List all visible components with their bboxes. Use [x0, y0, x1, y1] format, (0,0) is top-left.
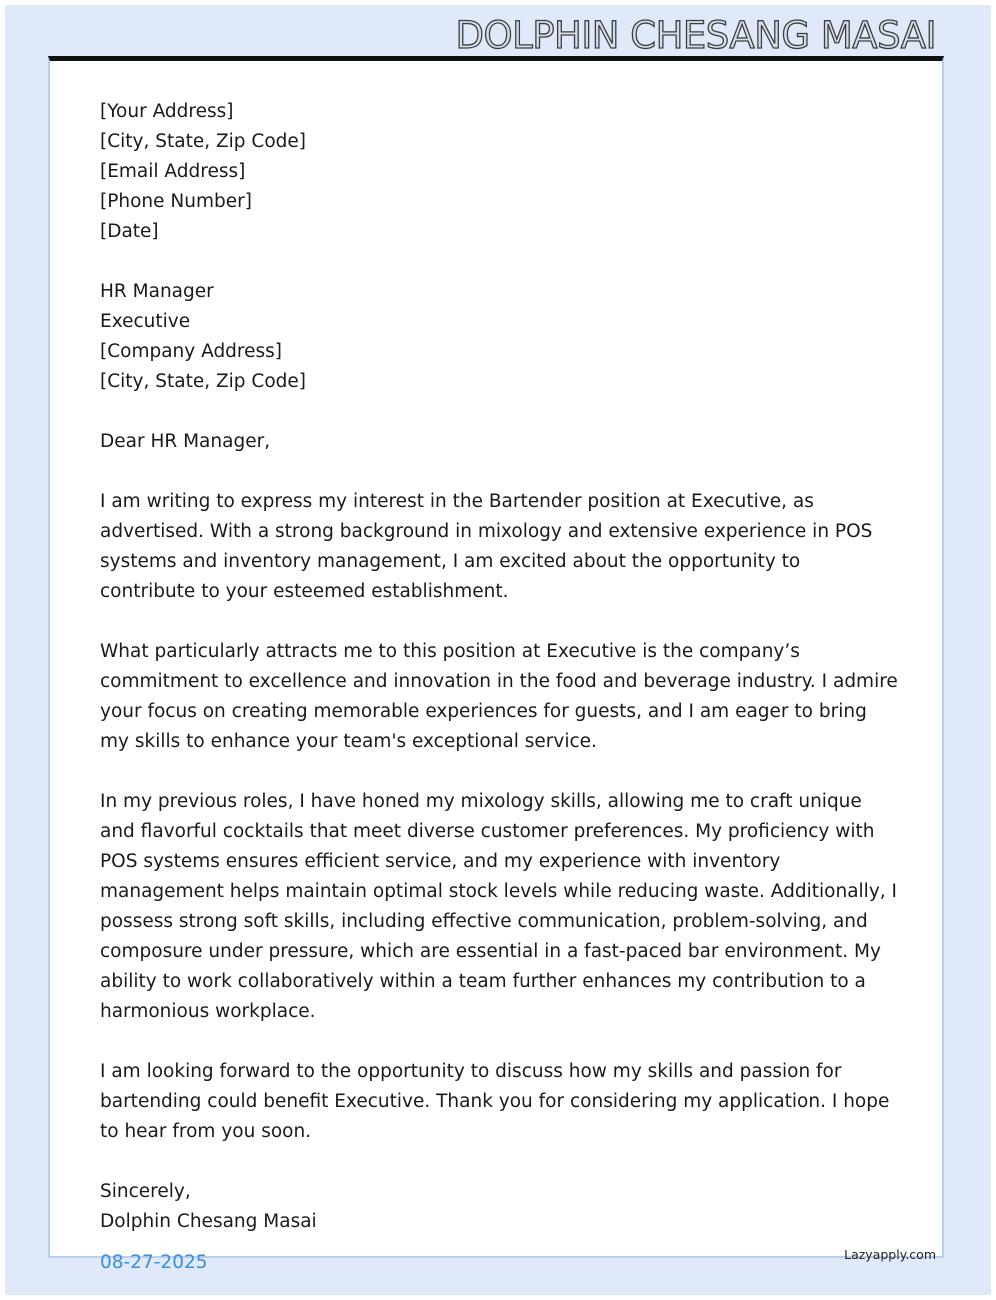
signature-name: Dolphin Chesang Masai: [100, 1211, 317, 1232]
paragraph-experience: In my previous roles, I have honed my mixology skills, allowing me to craft unique and flavorful cocktails that meet diverse customer preferences. My proficiency with POS systems ensures efficient service, and my experience with inventory management helps maintain optimal stock levels while reducing waste. Additionally, I possess strong soft skills, including effective communication, problem-solving, and composure under pressure, which are essential in a fast-paced bar environment. My ability to work collaboratively within a team further enhances my contribution to a harmonious workplace.: [100, 791, 897, 1022]
sender-email: [Email Address]: [100, 161, 246, 182]
sender-address: [Your Address]: [100, 101, 234, 122]
applicant-name-heading: DOLPHIN CHESANG MASAI: [455, 14, 936, 57]
sender-city-state-zip: [City, State, Zip Code]: [100, 131, 306, 152]
recipient-title: HR Manager: [100, 281, 214, 302]
salutation: Dear HR Manager,: [100, 431, 271, 452]
sender-date: [Date]: [100, 221, 159, 242]
paragraph-closing: I am looking forward to the opportunity to discuss how my skills and passion for bartending could benefit Executive. Thank you for considering my application. I hope to hear from you soon.: [100, 1061, 890, 1142]
recipient-address: [Company Address]: [100, 341, 283, 362]
brand-watermark: Lazyapply.com: [844, 1247, 936, 1262]
signature-block: [100, 1177, 900, 1237]
sender-phone: [Phone Number]: [100, 191, 252, 212]
valediction: Sincerely,: [100, 1181, 191, 1202]
sender-block: [100, 97, 900, 247]
recipient-company: Executive: [100, 311, 191, 332]
paragraph-motivation: What particularly attracts me to this position at Executive is the company’s commitment to excellence and innovation in the food and beverage industry. I admire your focus on creating memorable experiences for guests, and I am eager to bring my skills to enhance your team's exceptional service.: [100, 641, 898, 752]
paragraph-intro: I am writing to express my interest in the Bartender position at Executive, as advertised. With a strong background in mixology and extensive experience in POS systems and inventory management, I am excited about the opportunity to contribute to your esteemed establishment.: [100, 491, 873, 602]
cover-letter-body: [100, 97, 900, 1237]
recipient-city-state-zip: [City, State, Zip Code]: [100, 371, 306, 392]
recipient-block: [100, 277, 900, 397]
footer-date: 08-27-2025: [100, 1252, 208, 1273]
